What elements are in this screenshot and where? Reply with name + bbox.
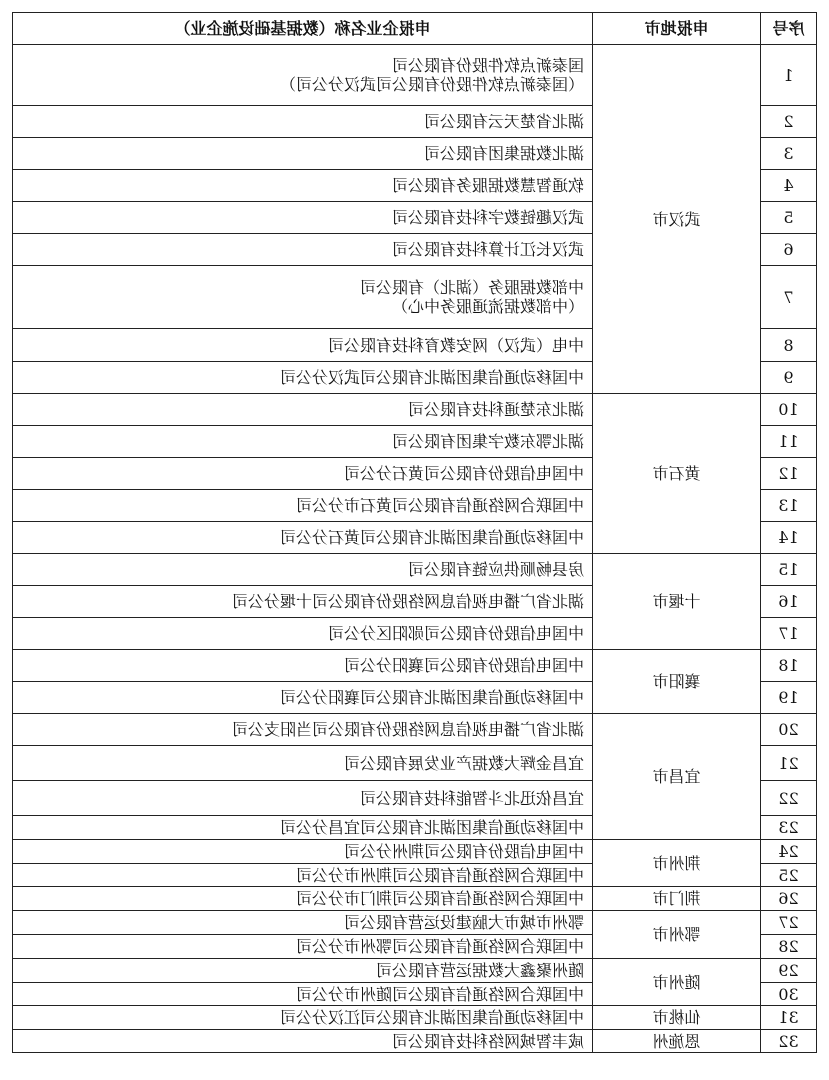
city-cell: 荆州市 [593, 840, 761, 887]
row-number: 12 [761, 458, 817, 490]
row-number: 3 [761, 138, 817, 170]
table-row [13, 1030, 817, 1053]
row-number: 26 [761, 887, 817, 911]
enterprise-name: 中国联合网络通信有限公司黄石市分公司 [13, 490, 593, 522]
table-row [13, 959, 817, 983]
enterprise-name: 中国移动通信集团湖北有限公司黄石分公司 [13, 522, 593, 554]
row-number: 2 [761, 106, 817, 138]
row-number: 24 [761, 840, 817, 864]
enterprise-name: 中国移动通信集团湖北有限公司江汉分公司 [13, 1006, 593, 1030]
city-cell: 仙桃市 [593, 1006, 761, 1030]
row-number: 19 [761, 682, 817, 714]
enterprise-name: 中部数据服务（湖北）有限公司 （中部数据流通服务中心） [13, 266, 593, 329]
table-row [13, 1006, 817, 1030]
row-number: 18 [761, 650, 817, 682]
table-row [13, 840, 817, 864]
row-number: 31 [761, 1006, 817, 1030]
enterprise-name: 湖北数据集团有限公司 [13, 138, 593, 170]
city-cell: 宜昌市 [593, 714, 761, 840]
table-row [13, 650, 817, 682]
table-row [13, 554, 817, 586]
enterprise-name: 湖北鄂东数字集团有限公司 [13, 426, 593, 458]
row-number: 4 [761, 170, 817, 202]
row-number: 21 [761, 746, 817, 781]
enterprise-name: 中国移动通信集团湖北有限公司襄阳分公司 [13, 682, 593, 714]
city-cell: 随州市 [593, 959, 761, 1006]
row-number: 28 [761, 935, 817, 959]
enterprise-name: 中国电信股份有限公司襄阳分公司 [13, 650, 593, 682]
row-number: 9 [761, 362, 817, 394]
row-number: 11 [761, 426, 817, 458]
enterprise-name: 房县畅顺供应链有限公司 [13, 554, 593, 586]
enterprise-name: 宜昌金辉大数据产业发展有限公司 [13, 746, 593, 781]
enterprise-name: 中国移动通信集团湖北有限公司武汉分公司 [13, 362, 593, 394]
row-number: 20 [761, 714, 817, 746]
enterprise-name: 湖北省楚天云有限公司 [13, 106, 593, 138]
enterprise-name: 国泰新点软件股份有限公司 （国泰新点软件股份有限公司武汉分公司） [13, 45, 593, 106]
city-cell: 襄阳市 [593, 650, 761, 714]
enterprise-name: 中电（武汉）网安教育科技有限公司 [13, 329, 593, 362]
enterprise-name: 鄂州市城市大脑建设运营有限公司 [13, 911, 593, 935]
enterprise-name: 中国电信股份有限公司荆州分公司 [13, 840, 593, 864]
enterprise-name: 湖北东楚通科技有限公司 [13, 394, 593, 426]
enterprise-name: 中国移动通信集团湖北有限公司宜昌分公司 [13, 816, 593, 840]
row-number: 7 [761, 266, 817, 329]
row-number: 1 [761, 45, 817, 106]
row-number: 32 [761, 1030, 817, 1053]
city-cell: 恩施州 [593, 1030, 761, 1053]
table-row [13, 887, 817, 911]
row-number: 10 [761, 394, 817, 426]
enterprise-name: 咸丰智城网络科技有限公司 [13, 1030, 593, 1053]
row-number: 29 [761, 959, 817, 983]
enterprise-name: 武汉长江计算科技有限公司 [13, 234, 593, 266]
row-number: 5 [761, 202, 817, 234]
row-number: 14 [761, 522, 817, 554]
enterprise-name: 中国联合网络通信有限公司荆门市分公司 [13, 887, 593, 911]
city-cell: 十堰市 [593, 554, 761, 650]
header-no: 序号 [761, 13, 817, 45]
enterprise-name: 软通智慧数据服务有限公司 [13, 170, 593, 202]
enterprise-name: 中国联合网络通信有限公司鄂州市分公司 [13, 935, 593, 959]
city-cell: 武汉市 [593, 45, 761, 394]
enterprise-name: 武汉趣链数字科技有限公司 [13, 202, 593, 234]
city-cell: 鄂州市 [593, 911, 761, 959]
row-number: 17 [761, 618, 817, 650]
row-number: 23 [761, 816, 817, 840]
header-city: 申报地市 [593, 13, 761, 45]
row-number: 27 [761, 911, 817, 935]
table-row [13, 714, 817, 746]
row-number: 22 [761, 781, 817, 816]
table-row [13, 45, 817, 106]
table-row [13, 394, 817, 426]
enterprise-name: 中国电信股份有限公司黄石分公司 [13, 458, 593, 490]
enterprise-name: 湖北省广播电视信息网络股份有限公司当阳支公司 [13, 714, 593, 746]
city-cell: 黄石市 [593, 394, 761, 554]
row-number: 30 [761, 983, 817, 1006]
row-number: 6 [761, 234, 817, 266]
row-number: 25 [761, 864, 817, 887]
row-number: 8 [761, 329, 817, 362]
enterprise-name: 中国联合网络通信有限公司随州市分公司 [13, 983, 593, 1006]
table-row [13, 911, 817, 935]
enterprise-name: 中国联合网络通信有限公司荆州市分公司 [13, 864, 593, 887]
table-header-row [13, 13, 817, 45]
row-number: 13 [761, 490, 817, 522]
enterprise-name: 中国电信股份有限公司郧阳区分公司 [13, 618, 593, 650]
row-number: 16 [761, 586, 817, 618]
city-cell: 荆门市 [593, 887, 761, 911]
enterprise-name: 随州聚鑫大数据运营有限公司 [13, 959, 593, 983]
header-name: 申报企业名称（数据基础设施企业） [13, 13, 593, 45]
enterprise-table [12, 12, 817, 1053]
enterprise-name: 湖北省广播电视信息网络股份有限公司十堰分公司 [13, 586, 593, 618]
enterprise-name: 宜昌依迅北斗智能科技有限公司 [13, 781, 593, 816]
row-number: 15 [761, 554, 817, 586]
